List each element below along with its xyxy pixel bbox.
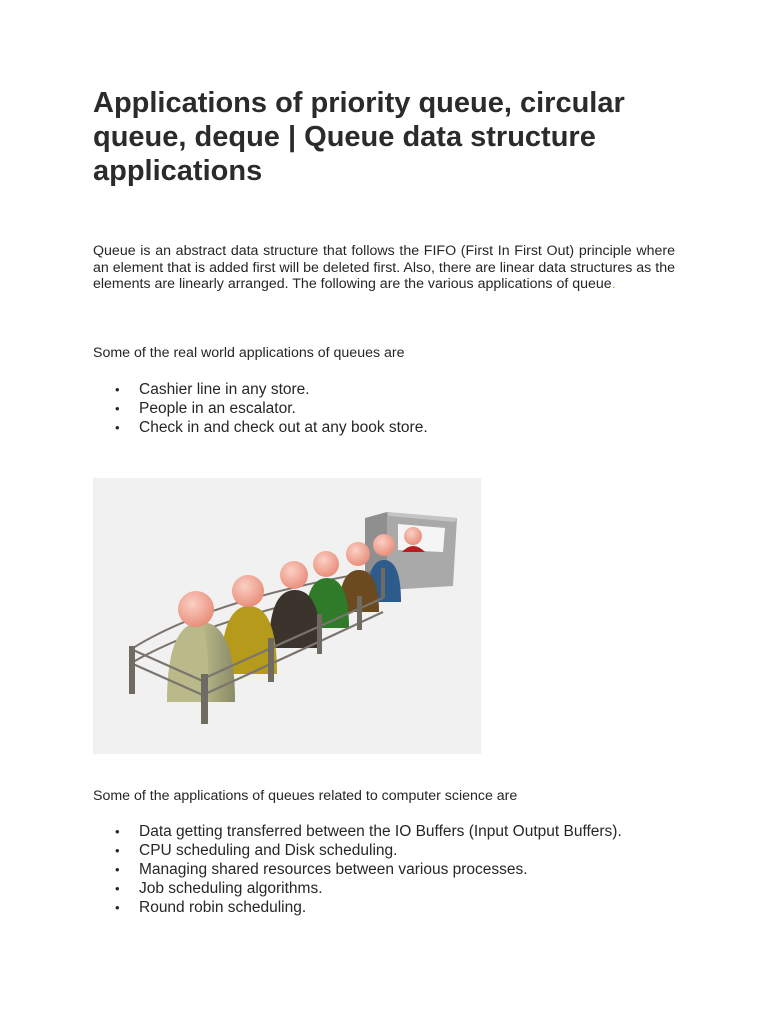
intro-text: Queue is an abstract data structure that follows the FIFO (First In First Out) principle where an element that is added first will be deleted first. Also, there are linear data structures as the elements are linearly arranged. The following are the various applications of queue <box>93 243 675 292</box>
queue-people-illustration-icon <box>93 478 481 754</box>
intro-end-mark: . <box>611 276 616 292</box>
list-item-text: Check in and check out at any book store. <box>139 419 428 436</box>
bullet-icon: • <box>115 420 120 435</box>
queue-person <box>269 561 321 648</box>
bullet-icon: • <box>115 824 120 839</box>
list-item <box>93 399 653 418</box>
list-item-text: Managing shared resources between various processes. <box>139 861 528 878</box>
computer-science-lead: Some of the applications of queues related to computer science are <box>93 788 518 804</box>
bullet-icon: • <box>115 862 120 877</box>
list-item <box>93 418 653 437</box>
bullet-icon: • <box>115 900 120 915</box>
list-item-text: People in an escalator. <box>139 400 296 417</box>
queue-illustration <box>93 478 481 754</box>
list-item-text: Job scheduling algorithms. <box>139 880 323 897</box>
list-item <box>93 879 653 898</box>
intro-paragraph <box>93 243 675 293</box>
list-item <box>93 822 653 841</box>
list-item <box>93 860 653 879</box>
real-world-lead: Some of the real world applications of queues are <box>93 345 405 361</box>
list-item-text: CPU scheduling and Disk scheduling. <box>139 842 398 859</box>
bullet-icon: • <box>115 843 120 858</box>
list-item <box>93 380 653 399</box>
list-item <box>93 841 653 860</box>
page-title: Applications of priority queue, circular queue, deque | Queue data structure applications <box>93 87 625 187</box>
real-world-list <box>93 380 653 437</box>
bullet-icon: • <box>115 401 120 416</box>
computer-science-list <box>93 822 653 917</box>
bullet-icon: • <box>115 881 120 896</box>
list-item <box>93 898 653 917</box>
list-item-text: Data getting transferred between the IO Buffers (Input Output Buffers). <box>139 823 622 840</box>
list-item-text: Cashier line in any store. <box>139 381 310 398</box>
list-item-text: Round robin scheduling. <box>139 899 307 916</box>
bullet-icon: • <box>115 382 120 397</box>
